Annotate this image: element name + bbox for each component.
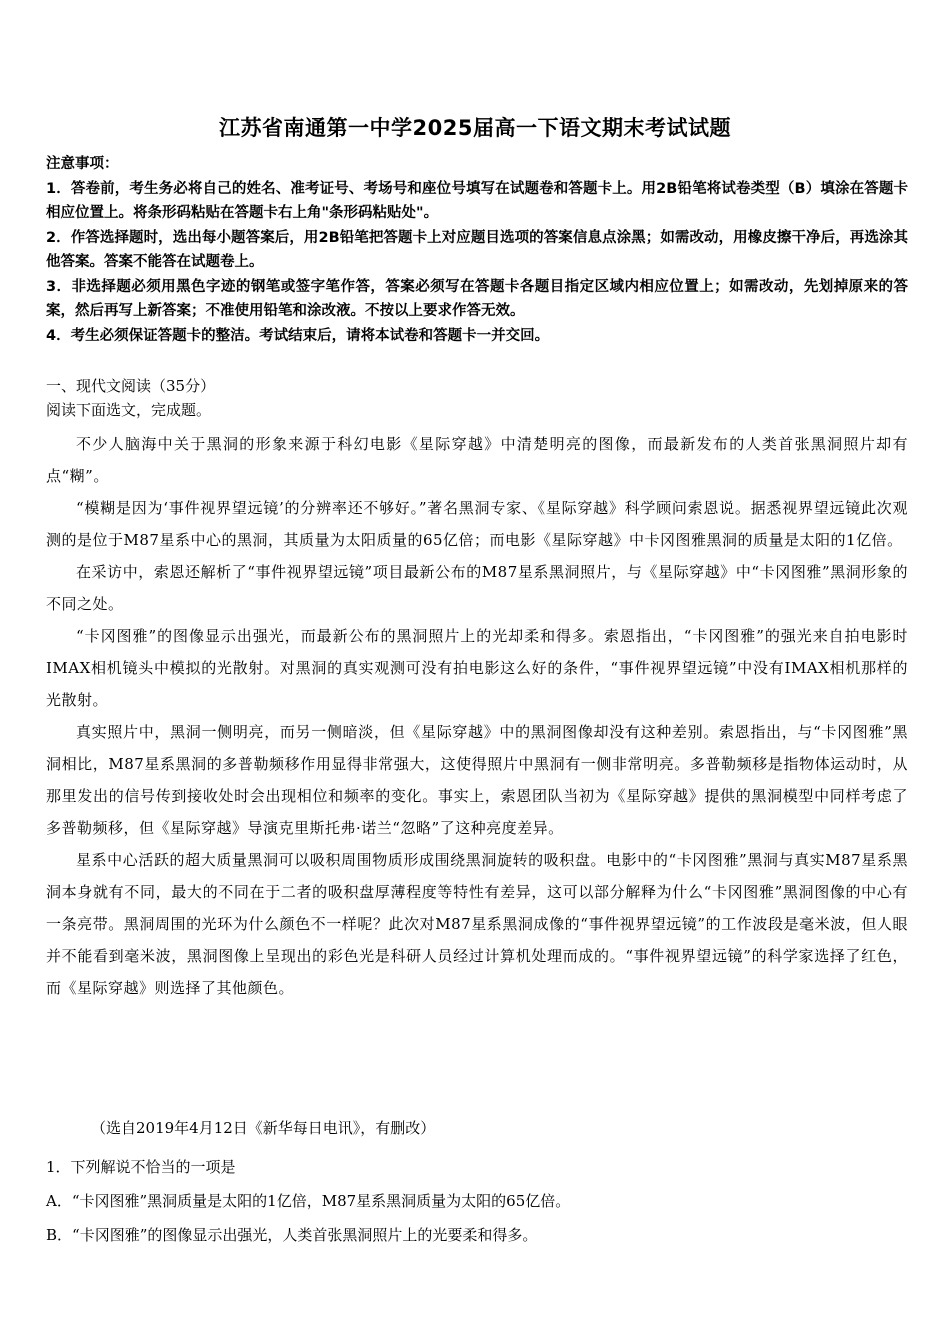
exam-title: 江苏省南通第一中学2025届高一下语文期末考试试题 bbox=[219, 116, 731, 140]
reading-article bbox=[46, 428, 908, 1004]
article-paragraph: 在采访中，索恩还解析了“事件视界望远镜”项目最新公布的M87星系黑洞照片，与《星际穿越》中“卡冈图雅”黑洞形象的不同之处。 bbox=[46, 563, 908, 613]
section-heading: 一、现代文阅读（35分） bbox=[46, 377, 216, 395]
notice-item: 3．非选择题必须用黑色字迹的钢笔或签字笔作答，答案必须写在答题卡各题目指定区域内相应位置上；如需改动，先划掉原来的答案，然后再写上新答案；不准使用铅笔和涂改液。不按以上要求作答无效。 bbox=[46, 278, 908, 319]
article-paragraph: 真实照片中，黑洞一侧明亮，而另一侧暗淡，但《星际穿越》中的黑洞图像却没有这种差别。索恩指出，与“卡冈图雅”黑洞相比，M87星系黑洞的多普勒频移作用显得非常强大，这使得照片中黑洞有一侧非常明亮。多普勒频移是指物体运动时，从那里发出的信号传到接收处时会出现相位和频率的变化。事实上，索恩团队当初为《星际穿越》提供的黑洞模型中同样考虑了多普勒频移，但《星际穿越》导演克里斯托弗·诺兰“忽略”了这种亮度差异。 bbox=[46, 723, 908, 837]
article-paragraph: 星系中心活跃的超大质量黑洞可以吸积周围物质形成围绕黑洞旋转的吸积盘。电影中的“卡冈图雅”黑洞与真实M87星系黑洞本身就有不同，最大的不同在于二者的吸积盘厚薄程度等特性有差异，这可以部分解释为什么“卡冈图雅”黑洞图像的中心有一条亮带。黑洞周围的光环为什么颜色不一样呢？此次对M87星系黑洞成像的“事件视界望远镜”的工作波段是毫米波，但人眼并不能看到毫米波，黑洞图像上呈现出的彩色光是科研人员经过计算机处理而成的。“事件视界望远镜”的科学家选择了红色，而《星际穿越》则选择了其他颜色。 bbox=[46, 851, 908, 997]
notice-block bbox=[46, 152, 908, 348]
question-1 bbox=[46, 1150, 908, 1252]
question-option-a: A．“卡冈图雅”黑洞质量是太阳的1亿倍，M87星系黑洞质量为太阳的65亿倍。 bbox=[46, 1192, 571, 1210]
section-instruction: 阅读下面选文，完成题。 bbox=[46, 401, 212, 419]
article-paragraph: “模糊是因为‘事件视界望远镜’的分辨率还不够好。”著名黑洞专家、《星际穿越》科学顾问索恩说。据悉视界望远镜此次观测的是位于M87星系中心的黑洞，其质量为太阳质量的65亿倍；而电影《星际穿越》中卡冈图雅黑洞的质量是太阳的1亿倍。 bbox=[46, 499, 908, 549]
notice-item: 2．作答选择题时，选出每小题答案后，用2B铅笔把答题卡上对应题目选项的答案信息点涂黑；如需改动，用橡皮擦干净后，再选涂其他答案。答案不能答在试题卷上。 bbox=[46, 229, 908, 270]
question-option-b: B．“卡冈图雅”的图像显示出强光，人类首张黑洞照片上的光要柔和得多。 bbox=[46, 1226, 538, 1244]
article-source: （选自2019年4月12日《新华每日电讯》，有删改） bbox=[91, 1119, 436, 1137]
notice-item: 4．考生必须保证答题卡的整洁。考试结束后，请将本试卷和答题卡一并交回。 bbox=[46, 327, 550, 344]
section-header bbox=[46, 374, 908, 422]
question-stem: 1．下列解说不恰当的一项是 bbox=[46, 1158, 236, 1176]
article-paragraph: “卡冈图雅”的图像显示出强光，而最新公布的黑洞照片上的光却柔和得多。索恩指出，“卡冈图雅”的强光来自拍电影时IMAX相机镜头中模拟的光散射。对黑洞的真实观测可没有拍电影这么好的条件，“事件视界望远镜”中没有IMAX相机那样的光散射。 bbox=[46, 627, 908, 709]
notice-item: 1．答卷前，考生务必将自己的姓名、准考证号、考场号和座位号填写在试题卷和答题卡上。用2B铅笔将试卷类型（B）填涂在答题卡相应位置上。将条形码粘贴在答题卡右上角"条形码粘贴处"。 bbox=[46, 180, 908, 221]
notice-heading: 注意事项： bbox=[46, 156, 119, 172]
article-paragraph: 不少人脑海中关于黑洞的形象来源于科幻电影《星际穿越》中清楚明亮的图像，而最新发布的人类首张黑洞照片却有点“糊”。 bbox=[46, 435, 908, 485]
